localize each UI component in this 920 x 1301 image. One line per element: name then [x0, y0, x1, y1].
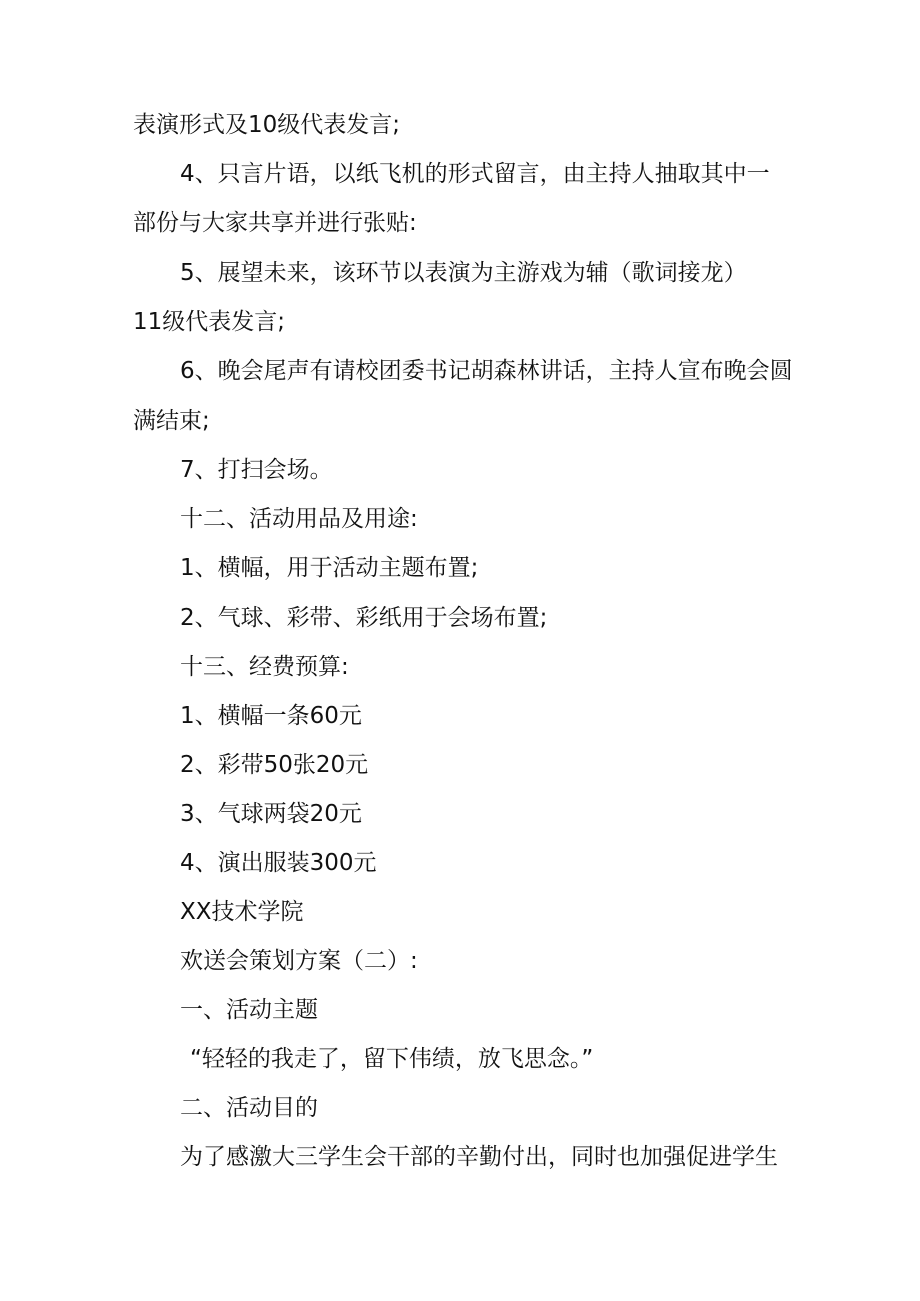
organization-name: XX技术学院 [180, 899, 304, 925]
list-item: 1、横幅一条60元 [180, 703, 362, 729]
section-heading: 二、活动目的 [180, 1095, 318, 1121]
list-item: 5、展望未来，该环节以表演为主游戏为辅（歌词接龙） [180, 260, 747, 286]
text-line: 表演形式及10级代表发言; [133, 112, 401, 138]
list-item: 2、气球、彩带、彩纸用于会场布置; [180, 605, 548, 631]
text-line: 部份与大家共享并进行张贴: [133, 210, 417, 236]
list-item: 6、晚会尾声有请校团委书记胡森林讲话，主持人宣布晚会圆 [180, 358, 793, 384]
text-line: 满结束; [133, 408, 210, 434]
section-heading: 十三、经费预算: [180, 654, 349, 680]
section-heading: 十二、活动用品及用途: [180, 506, 418, 532]
theme-quote: “轻轻的我走了，留下伟绩，放飞思念。” [190, 1046, 594, 1072]
section-heading: 一、活动主题 [180, 997, 318, 1023]
plan-title: 欢送会策划方案（二）: [180, 948, 418, 974]
list-item: 1、横幅，用于活动主题布置; [180, 555, 479, 581]
list-item: 4、演出服装300元 [180, 850, 377, 876]
list-item: 7、打扫会场。 [180, 457, 333, 483]
list-item: 2、彩带50张20元 [180, 752, 369, 778]
text-line: 为了感激大三学生会干部的辛勤付出，同时也加强促进学生 [180, 1144, 778, 1170]
list-item: 3、气球两袋20元 [180, 801, 362, 827]
text-line: 11级代表发言; [133, 309, 286, 335]
list-item: 4、只言片语，以纸飞机的形式留言，由主持人抽取其中一 [180, 161, 770, 187]
